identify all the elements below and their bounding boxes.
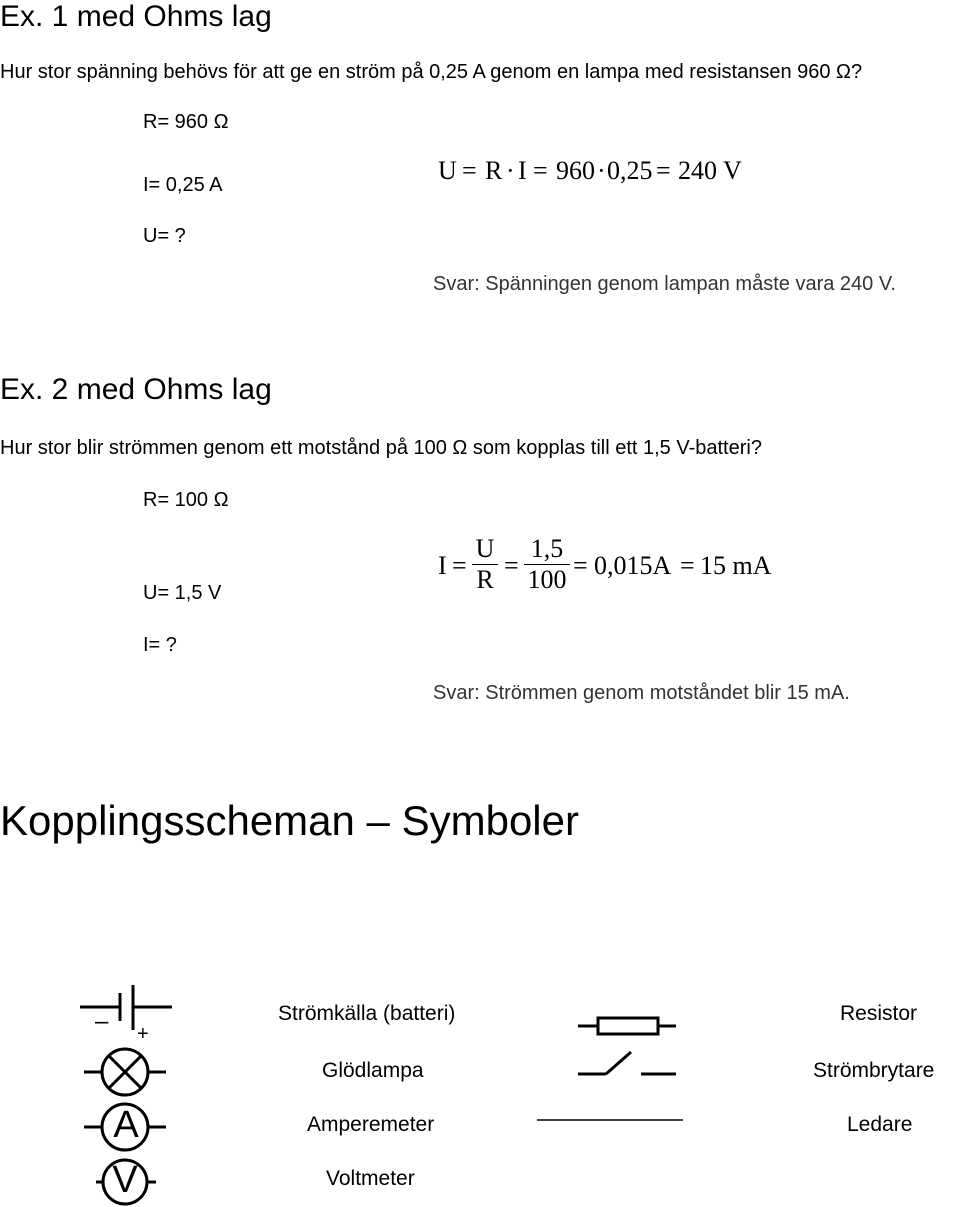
- ammeter-letter: A: [113, 1104, 139, 1146]
- resistor-icon: [578, 1014, 678, 1038]
- ex2-formula-lhs: I: [438, 551, 447, 580]
- ex1-given-i: I= 0,25 A: [143, 174, 223, 196]
- ex1-formula-i: I: [518, 156, 527, 185]
- battery-plus-sign: +: [137, 1023, 149, 1045]
- ex1-formula-unit: V: [723, 156, 742, 185]
- wire-icon: [537, 1118, 685, 1122]
- ex2-formula-result: 15 mA: [700, 551, 772, 580]
- ex1-given-u: U= ?: [143, 225, 186, 247]
- ex1-formula-r: R: [485, 156, 503, 185]
- label-lamp: Glödlampa: [322, 1059, 424, 1082]
- ex2-fraction-ur-numerator: U: [475, 534, 495, 563]
- ex2-given-r: R= 100 Ω: [143, 489, 229, 511]
- label-battery: Strömkälla (batteri): [278, 1002, 456, 1025]
- label-switch: Strömbrytare: [813, 1059, 935, 1082]
- label-voltmeter: Voltmeter: [326, 1167, 415, 1190]
- ex2-formula-value: 0,015A: [594, 551, 672, 580]
- ex1-question: Hur stor spänning behövs för att ge en ström på 0,25 A genom en lampa med resistansen 960 Ω?: [0, 61, 863, 83]
- ex2-heading: Ex. 2 med Ohms lag: [0, 373, 272, 406]
- ex1-formula-dot1: ·: [506, 156, 515, 185]
- ex2-fraction-ur-denominator: R: [476, 565, 494, 594]
- ex2-fraction-values-numerator: 1,5: [530, 534, 564, 563]
- switch-icon: [578, 1048, 678, 1078]
- label-resistor: Resistor: [840, 1002, 918, 1025]
- ex1-formula-eq1: =: [462, 156, 477, 185]
- ex2-formula-eq4: =: [680, 551, 695, 580]
- ex1-answer: Svar: Spänningen genom lampan måste vara 240 V.: [433, 273, 896, 295]
- label-ammeter: Amperemeter: [307, 1113, 435, 1136]
- ex2-question: Hur stor blir strömmen genom ett motstånd på 100 Ω som kopplas till ett 1,5 V-batteri?: [0, 437, 762, 459]
- ex2-fraction-values-denominator: 100: [527, 565, 567, 594]
- battery-minus-sign: –: [95, 1008, 109, 1035]
- ex1-given-r: R= 960 Ω: [143, 111, 229, 133]
- ex2-fraction-ur: [472, 536, 498, 593]
- ex2-given-u: U= 1,5 V: [143, 582, 222, 604]
- voltmeter-letter: V: [112, 1159, 138, 1201]
- label-wire: Ledare: [847, 1113, 913, 1136]
- ex2-given-i: I= ?: [143, 634, 177, 656]
- ex2-answer: Svar: Strömmen genom motståndet blir 15 mA.: [433, 682, 850, 704]
- lamp-icon: [84, 1045, 166, 1099]
- ex2-formula-eq3: =: [573, 551, 588, 580]
- ex1-formula-dot2: ·: [597, 156, 606, 185]
- symbols-heading: Kopplingsscheman – Symboler: [0, 797, 579, 844]
- ex1-formula-eq3: =: [656, 156, 671, 185]
- ex1-formula-eq2: =: [533, 156, 548, 185]
- ex2-formula-eq2: =: [504, 551, 519, 580]
- ex1-formula-lhs: U: [438, 156, 457, 185]
- ex2-formula-eq1: =: [452, 551, 467, 580]
- ex1-formula-result: 240: [678, 156, 717, 185]
- ex2-fraction-values: [524, 536, 570, 593]
- ex1-formula-v2: 0,25: [607, 156, 653, 185]
- ex1-heading: Ex. 1 med Ohms lag: [0, 0, 272, 33]
- ex1-formula-v1: 960: [556, 156, 595, 185]
